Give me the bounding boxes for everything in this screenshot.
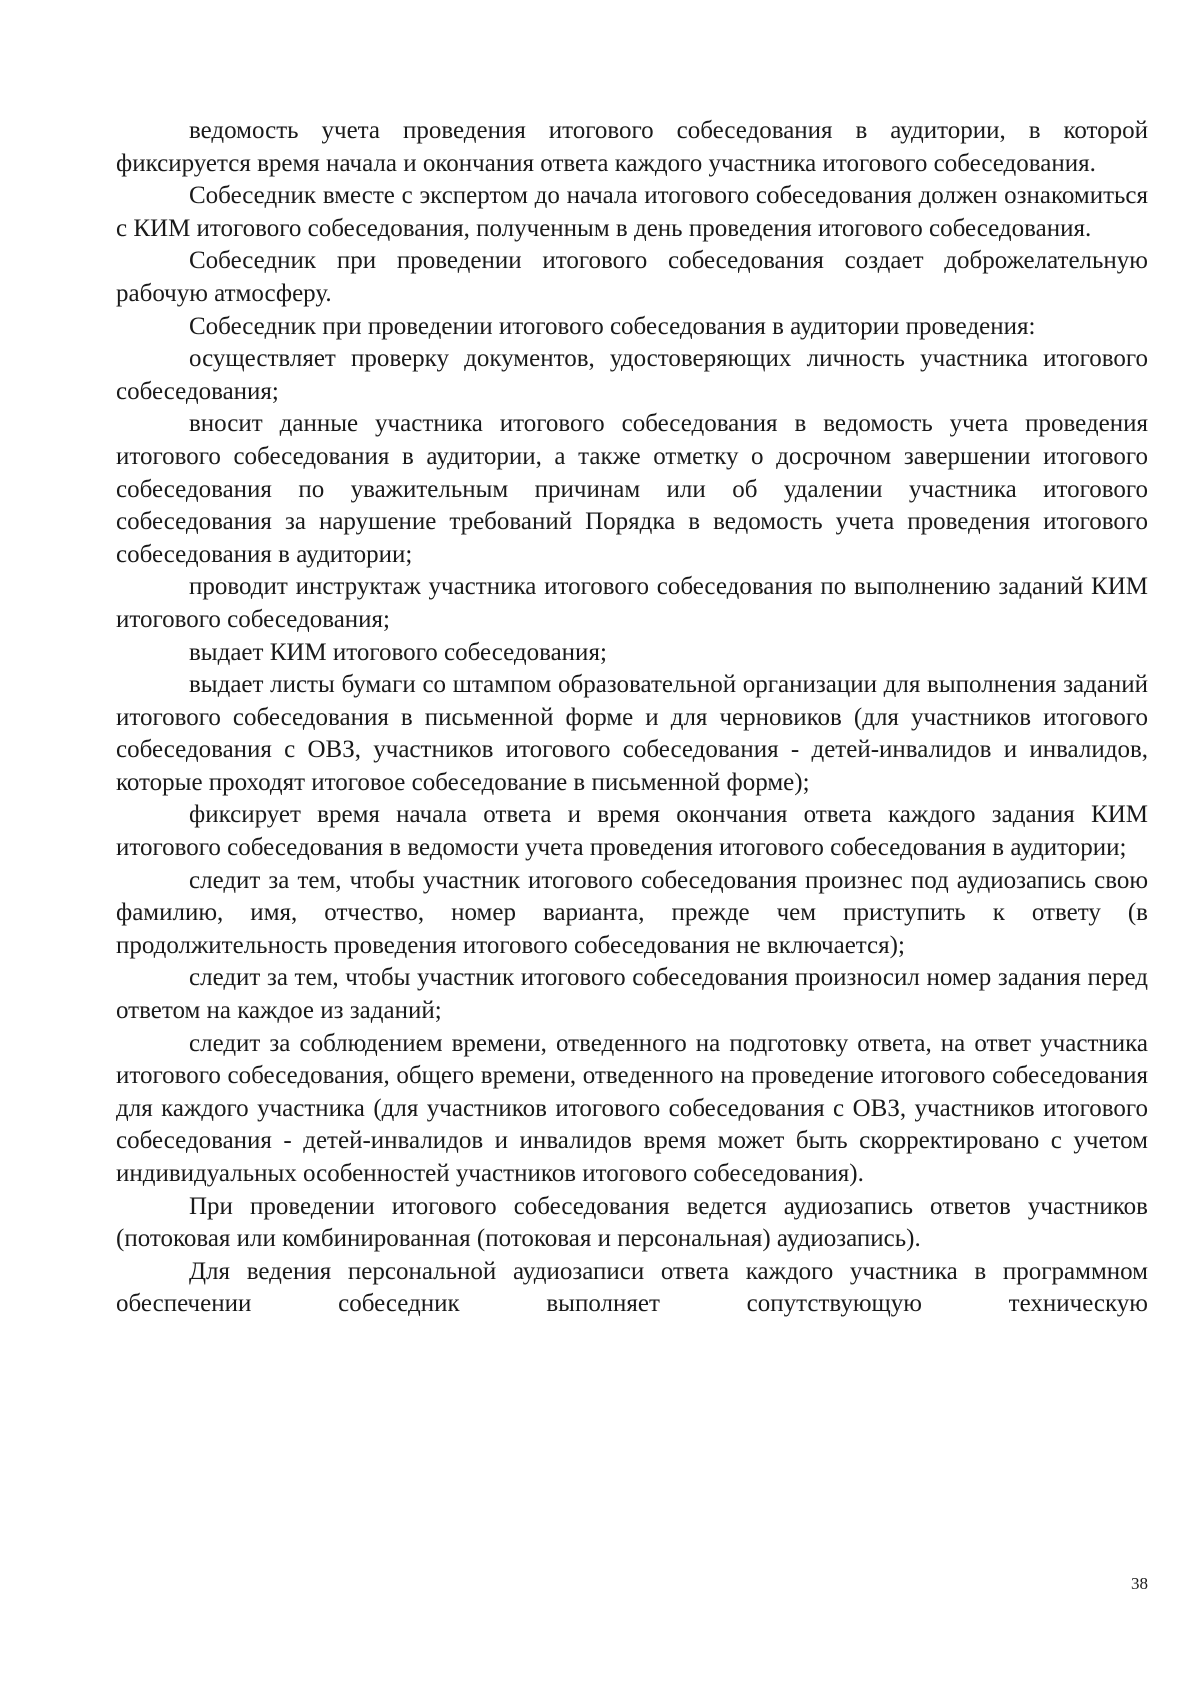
paragraph-10: фиксирует время начала ответа и время окончания ответа каждого задания КИМ итогового собеседования в ведомости учета проведения итогового собеседования в аудитории; — [116, 801, 1148, 862]
paragraph-11: следит за тем, чтобы участник итогового собеседования произнес под аудиозапись свою фамилию, имя, отчество, номер варианта, прежде чем приступить к ответу (в продолжительность проведения итогового собеседования не включается); — [116, 866, 1148, 959]
page-number: 38 — [1131, 1574, 1148, 1593]
document-body — [116, 115, 1148, 1321]
paragraph-13: следит за соблюдением времени, отведенного на подготовку ответа, на ответ участника итогового собеседования, общего времени, отведенного на проведение итогового собеседования для каждого участника (для участников итогового собеседования с ОВЗ, участников итогового собеседования - детей-инвалидов и инвалидов время может быть скорректировано с учетом индивидуальных особенностей участников итогового собеседования). — [116, 1029, 1148, 1187]
paragraph-7: проводит инструктаж участника итогового собеседования по выполнению заданий КИМ итогового собеседования; — [116, 573, 1148, 633]
paragraph-12: следит за тем, чтобы участник итогового собеседования произносил номер задания перед ответом на каждое из заданий; — [116, 964, 1148, 1025]
paragraph-2: Собеседник вместе с экспертом до начала итогового собеседования должен ознакомиться с КИМ итогового собеседования, полученным в день проведения итогового собеседования. — [116, 182, 1148, 242]
paragraph-9: выдает листы бумаги со штампом образовательной организации для выполнения заданий итогового собеседования в письменной форме и для черновиков (для участников итогового собеседования с ОВЗ, участников итогового собеседования - детей-инвалидов и инвалидов, которые проходят итоговое собеседование в письменной форме); — [116, 671, 1148, 796]
paragraph-14: При проведении итогового собеседования ведется аудиозапись ответов участников (потоковая или комбинированная (потоковая и персональная) аудиозапись). — [116, 1192, 1148, 1253]
paragraph-6: вносит данные участника итогового собеседования в ведомость учета проведения итогового собеседования в аудитории, а также отметку о досрочном завершении итогового собеседования по уважительным причинам или об удалении участника итогового собеседования за нарушение требований Порядка в ведомость учета проведения итогового собеседования в аудитории; — [116, 410, 1148, 568]
paragraph-15: Для ведения персональной аудиозаписи ответа каждого участника в программном обеспечении собеседник выполняет сопутствующую техническую — [116, 1257, 1148, 1318]
paragraph-8: выдает КИМ итогового собеседования; — [189, 638, 607, 666]
paragraph-5: осуществляет проверку документов, удостоверяющих личность участника итогового собеседования; — [116, 345, 1148, 405]
paragraph-3: Собеседник при проведении итогового собеседования создает доброжелательную рабочую атмосферу. — [116, 247, 1148, 307]
paragraph-1: ведомость учета проведения итогового собеседования в аудитории, в которой фиксируется время начала и окончания ответа каждого участника итогового собеседования. — [116, 117, 1148, 177]
paragraph-4: Собеседник при проведении итогового собеседования в аудитории проведения: — [189, 312, 1036, 340]
